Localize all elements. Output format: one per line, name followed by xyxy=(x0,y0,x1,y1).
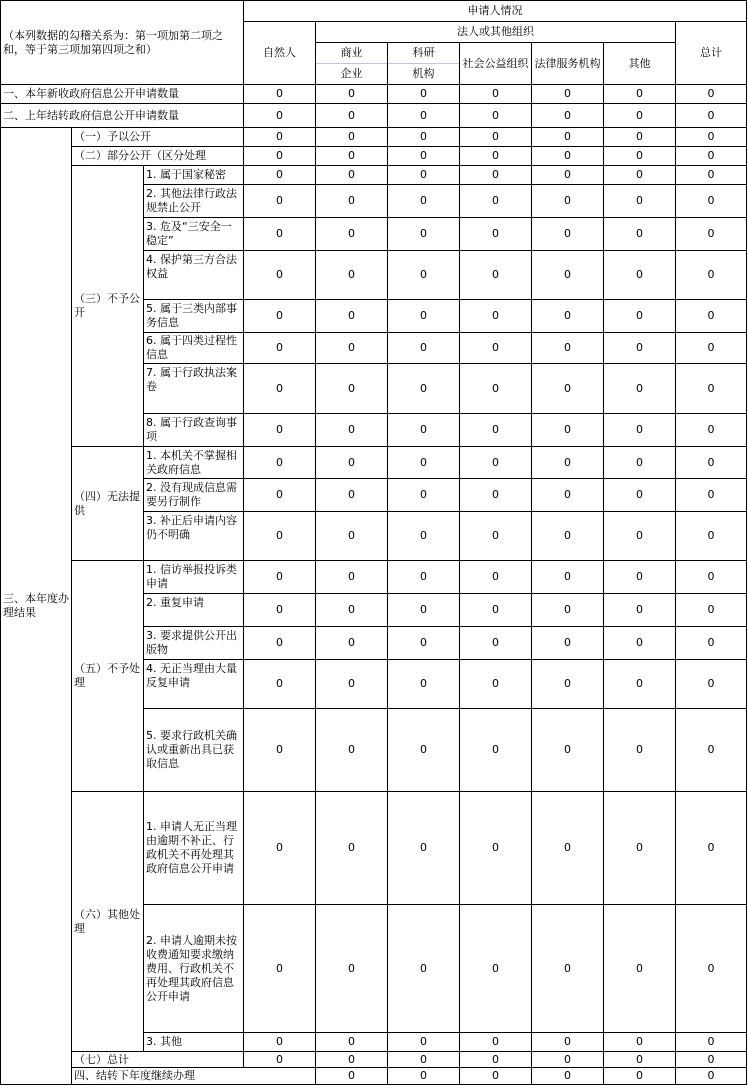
value-cell: 0 xyxy=(316,128,388,147)
table-row xyxy=(1,792,747,905)
item-label: 4. 无正当理由大量反复申请 xyxy=(144,660,244,709)
commercial-enterprise-header xyxy=(316,43,388,85)
value-cell: 0 xyxy=(532,792,604,905)
value-cell: 0 xyxy=(316,594,388,627)
value-cell: 0 xyxy=(388,333,460,364)
value-cell: 0 xyxy=(532,660,604,709)
group-label: （六）其他处理 xyxy=(72,792,144,1052)
value-cell: 0 xyxy=(316,147,388,166)
value-cell: 0 xyxy=(460,660,532,709)
value-cell: 0 xyxy=(388,85,460,104)
value-cell: 0 xyxy=(532,104,604,128)
value-cell: 0 xyxy=(316,300,388,333)
value-cell: 0 xyxy=(244,1052,316,1068)
value-cell: 0 xyxy=(676,300,747,333)
item-label: 1. 本机关不掌握相关政府信息 xyxy=(144,447,244,479)
value-cell: 0 xyxy=(604,364,676,414)
value-cell: 0 xyxy=(532,364,604,414)
value-cell: 0 xyxy=(676,627,747,660)
value-cell: 0 xyxy=(460,218,532,251)
value-cell: 0 xyxy=(532,905,604,1033)
value-cell: 0 xyxy=(244,447,316,479)
table-row xyxy=(1,147,747,166)
value-cell: 0 xyxy=(316,251,388,300)
value-cell: 0 xyxy=(676,1052,747,1068)
research-institution-header xyxy=(388,43,460,85)
value-cell: 0 xyxy=(460,364,532,414)
value-cell: 0 xyxy=(532,1052,604,1068)
value-cell: 0 xyxy=(532,627,604,660)
value-cell: 0 xyxy=(244,85,316,104)
item-label: 5. 属于三类内部事务信息 xyxy=(144,300,244,333)
value-cell: 0 xyxy=(460,85,532,104)
value-cell: 0 xyxy=(604,128,676,147)
value-cell: 0 xyxy=(532,709,604,792)
value-cell: 0 xyxy=(676,1068,747,1085)
value-cell: 0 xyxy=(532,147,604,166)
other-org-header: 其他 xyxy=(604,43,676,85)
value-cell: 0 xyxy=(388,128,460,147)
value-cell: 0 xyxy=(244,251,316,300)
value-cell: 0 xyxy=(316,561,388,594)
table-row xyxy=(1,85,747,104)
value-cell: 0 xyxy=(244,905,316,1033)
value-cell: 0 xyxy=(316,364,388,414)
value-cell: 0 xyxy=(388,147,460,166)
value-cell: 0 xyxy=(244,561,316,594)
value-cell: 0 xyxy=(604,1068,676,1085)
row-label: （七）总计 xyxy=(72,1052,244,1068)
value-cell: 0 xyxy=(676,447,747,479)
commercial-header-top: 商业 xyxy=(340,46,363,59)
value-cell: 0 xyxy=(244,414,316,447)
value-cell: 0 xyxy=(388,251,460,300)
item-label: 2. 没有现成信息需要另行制作 xyxy=(144,479,244,512)
table-row xyxy=(1,166,747,185)
value-cell: 0 xyxy=(316,1068,388,1085)
value-cell: 0 xyxy=(676,512,747,561)
value-cell: 0 xyxy=(460,1068,532,1085)
value-cell: 0 xyxy=(676,128,747,147)
value-cell: 0 xyxy=(676,414,747,447)
value-cell: 0 xyxy=(244,185,316,218)
value-cell: 0 xyxy=(604,1033,676,1052)
value-cell: 0 xyxy=(244,166,316,185)
group-label: （四）无法提供 xyxy=(72,447,144,561)
value-cell: 0 xyxy=(460,792,532,905)
value-cell: 0 xyxy=(532,218,604,251)
value-cell: 0 xyxy=(676,364,747,414)
value-cell: 0 xyxy=(676,561,747,594)
row-label: （二）部分公开（区分处理 xyxy=(72,147,244,166)
value-cell: 0 xyxy=(388,104,460,128)
value-cell: 0 xyxy=(532,1033,604,1052)
value-cell: 0 xyxy=(532,333,604,364)
value-cell: 0 xyxy=(316,414,388,447)
value-cell: 0 xyxy=(532,594,604,627)
item-label: 1. 信访举报投诉类申请 xyxy=(144,561,244,594)
value-cell: 0 xyxy=(604,185,676,218)
row-label: 二、上年结转政府信息公开申请数量 xyxy=(1,104,244,128)
value-cell: 0 xyxy=(460,594,532,627)
value-cell: 0 xyxy=(316,512,388,561)
value-cell: 0 xyxy=(316,479,388,512)
value-cell: 0 xyxy=(388,414,460,447)
value-cell: 0 xyxy=(532,128,604,147)
value-cell: 0 xyxy=(676,85,747,104)
value-cell: 0 xyxy=(316,627,388,660)
value-cell: 0 xyxy=(388,594,460,627)
value-cell: 0 xyxy=(388,185,460,218)
value-cell: 0 xyxy=(676,1033,747,1052)
item-label: 2. 申请人逾期未按收费通知要求缴纳费用、行政机关不再处理其政府信息公开申请 xyxy=(144,905,244,1033)
item-label: 3. 补正后申请内容仍不明确 xyxy=(144,512,244,561)
value-cell: 0 xyxy=(460,905,532,1033)
value-cell: 0 xyxy=(676,792,747,905)
value-cell: 0 xyxy=(244,479,316,512)
value-cell: 0 xyxy=(316,792,388,905)
value-cell: 0 xyxy=(316,333,388,364)
value-cell: 0 xyxy=(460,147,532,166)
value-cell: 0 xyxy=(388,1033,460,1052)
value-cell: 0 xyxy=(244,594,316,627)
value-cell: 0 xyxy=(604,251,676,300)
value-cell: 0 xyxy=(316,447,388,479)
value-cell: 0 xyxy=(244,364,316,414)
value-cell: 0 xyxy=(460,128,532,147)
value-cell: 0 xyxy=(388,561,460,594)
value-cell: 0 xyxy=(676,333,747,364)
value-cell: 0 xyxy=(388,627,460,660)
value-cell: 0 xyxy=(604,218,676,251)
value-cell: 0 xyxy=(604,447,676,479)
item-label: 4. 保护第三方合法权益 xyxy=(144,251,244,300)
value-cell: 0 xyxy=(676,251,747,300)
table-note: （本列数据的勾稽关系为：第一项加第二项之和，等于第三项加第四项之和） xyxy=(1,1,244,85)
value-cell: 0 xyxy=(460,333,532,364)
value-cell: 0 xyxy=(316,709,388,792)
row-label: （一）予以公开 xyxy=(72,128,244,147)
value-cell: 0 xyxy=(604,905,676,1033)
value-cell: 0 xyxy=(388,166,460,185)
value-cell: 0 xyxy=(676,147,747,166)
value-cell: 0 xyxy=(388,792,460,905)
value-cell: 0 xyxy=(604,792,676,905)
value-cell: 0 xyxy=(316,660,388,709)
value-cell: 0 xyxy=(244,627,316,660)
total-header: 总计 xyxy=(676,22,747,85)
value-cell: 0 xyxy=(388,300,460,333)
value-cell: 0 xyxy=(244,300,316,333)
value-cell: 0 xyxy=(316,85,388,104)
research-header-top: 科研 xyxy=(412,46,435,59)
legal-entity-group-header: 法人或其他组织 xyxy=(316,22,676,43)
table-row xyxy=(1,561,747,594)
item-label: 3. 要求提供公开出版物 xyxy=(144,627,244,660)
value-cell: 0 xyxy=(604,660,676,709)
table-row xyxy=(1,128,747,147)
value-cell: 0 xyxy=(244,104,316,128)
value-cell: 0 xyxy=(316,905,388,1033)
value-cell: 0 xyxy=(388,512,460,561)
value-cell: 0 xyxy=(244,218,316,251)
value-cell: 0 xyxy=(604,709,676,792)
section-three-label: 三、本年度办理结果 xyxy=(1,128,72,1085)
item-label: 1. 属于国家秘密 xyxy=(144,166,244,185)
value-cell: 0 xyxy=(244,147,316,166)
social-welfare-header: 社会公益组织 xyxy=(460,43,532,85)
value-cell: 0 xyxy=(604,147,676,166)
commercial-header-bottom: 企业 xyxy=(316,63,387,84)
value-cell: 0 xyxy=(604,166,676,185)
value-cell: 0 xyxy=(460,709,532,792)
table-row xyxy=(1,1068,747,1085)
item-label: 3. 其他 xyxy=(144,1033,244,1052)
value-cell: 0 xyxy=(388,479,460,512)
value-cell: 0 xyxy=(316,1033,388,1052)
item-label: 3. 危及“三安全一稳定” xyxy=(144,218,244,251)
value-cell: 0 xyxy=(532,166,604,185)
value-cell: 0 xyxy=(460,447,532,479)
value-cell: 0 xyxy=(388,364,460,414)
value-cell: 0 xyxy=(388,709,460,792)
value-cell: 0 xyxy=(316,185,388,218)
value-cell: 0 xyxy=(388,218,460,251)
value-cell: 0 xyxy=(604,85,676,104)
legal-service-header: 法律服务机构 xyxy=(532,43,604,85)
value-cell: 0 xyxy=(532,300,604,333)
value-cell: 0 xyxy=(460,479,532,512)
value-cell: 0 xyxy=(388,447,460,479)
natural-person-header: 自然人 xyxy=(244,22,316,85)
value-cell: 0 xyxy=(244,128,316,147)
value-cell: 0 xyxy=(532,447,604,479)
value-cell: 0 xyxy=(676,166,747,185)
value-cell: 0 xyxy=(460,1052,532,1068)
value-cell: 0 xyxy=(676,218,747,251)
value-cell: 0 xyxy=(532,185,604,218)
item-label: 2. 重复申请 xyxy=(144,594,244,627)
item-label: 1. 申请人无正当理由逾期不补正、行政机关不再处理其政府信息公开申请 xyxy=(144,792,244,905)
value-cell: 0 xyxy=(676,660,747,709)
value-cell: 0 xyxy=(460,251,532,300)
value-cell: 0 xyxy=(460,414,532,447)
value-cell: 0 xyxy=(460,627,532,660)
row-label: 四、结转下年度继续办理 xyxy=(72,1068,316,1085)
value-cell: 0 xyxy=(604,561,676,594)
value-cell: 0 xyxy=(316,104,388,128)
value-cell: 0 xyxy=(388,905,460,1033)
value-cell: 0 xyxy=(676,104,747,128)
value-cell: 0 xyxy=(604,300,676,333)
value-cell: 0 xyxy=(460,561,532,594)
value-cell: 0 xyxy=(388,1052,460,1068)
value-cell: 0 xyxy=(388,1068,460,1085)
value-cell: 0 xyxy=(244,792,316,905)
value-cell: 0 xyxy=(676,594,747,627)
value-cell: 0 xyxy=(604,512,676,561)
value-cell: 0 xyxy=(316,166,388,185)
value-cell: 0 xyxy=(460,166,532,185)
value-cell: 0 xyxy=(460,1033,532,1052)
value-cell: 0 xyxy=(244,512,316,561)
value-cell: 0 xyxy=(604,594,676,627)
value-cell: 0 xyxy=(388,660,460,709)
value-cell: 0 xyxy=(604,414,676,447)
value-cell: 0 xyxy=(460,300,532,333)
value-cell: 0 xyxy=(676,185,747,218)
value-cell: 0 xyxy=(604,1052,676,1068)
item-label: 5. 要求行政机关确认或重新出具已获取信息 xyxy=(144,709,244,792)
value-cell: 0 xyxy=(604,479,676,512)
value-cell: 0 xyxy=(532,414,604,447)
value-cell: 0 xyxy=(460,104,532,128)
value-cell: 0 xyxy=(244,660,316,709)
value-cell: 0 xyxy=(676,905,747,1033)
research-header-bottom: 机构 xyxy=(388,63,459,84)
value-cell: 0 xyxy=(676,479,747,512)
group-label: （三）不予公开 xyxy=(72,166,144,447)
value-cell: 0 xyxy=(604,104,676,128)
group-label: （五）不予处理 xyxy=(72,561,144,792)
value-cell: 0 xyxy=(532,85,604,104)
value-cell: 0 xyxy=(316,218,388,251)
value-cell: 0 xyxy=(460,185,532,218)
value-cell: 0 xyxy=(244,1033,316,1052)
value-cell: 0 xyxy=(460,512,532,561)
item-label: 7. 属于行政执法案卷 xyxy=(144,364,244,414)
value-cell: 0 xyxy=(532,251,604,300)
value-cell: 0 xyxy=(604,333,676,364)
table-row xyxy=(1,447,747,479)
applicant-info-header: 申请人情况 xyxy=(244,1,747,22)
value-cell: 0 xyxy=(316,1052,388,1068)
value-cell: 0 xyxy=(532,479,604,512)
value-cell: 0 xyxy=(532,512,604,561)
value-cell: 0 xyxy=(604,627,676,660)
table-row xyxy=(1,104,747,128)
value-cell: 0 xyxy=(244,333,316,364)
value-cell: 0 xyxy=(676,709,747,792)
item-label: 6. 属于四类过程性信息 xyxy=(144,333,244,364)
value-cell: 0 xyxy=(532,561,604,594)
item-label: 2. 其他法律行政法规禁止公开 xyxy=(144,185,244,218)
value-cell: 0 xyxy=(532,1068,604,1085)
table-row xyxy=(1,1052,747,1068)
value-cell: 0 xyxy=(244,709,316,792)
row-label: 一、本年新收政府信息公开申请数量 xyxy=(1,85,244,104)
item-label: 8. 属于行政查询事项 xyxy=(144,414,244,447)
